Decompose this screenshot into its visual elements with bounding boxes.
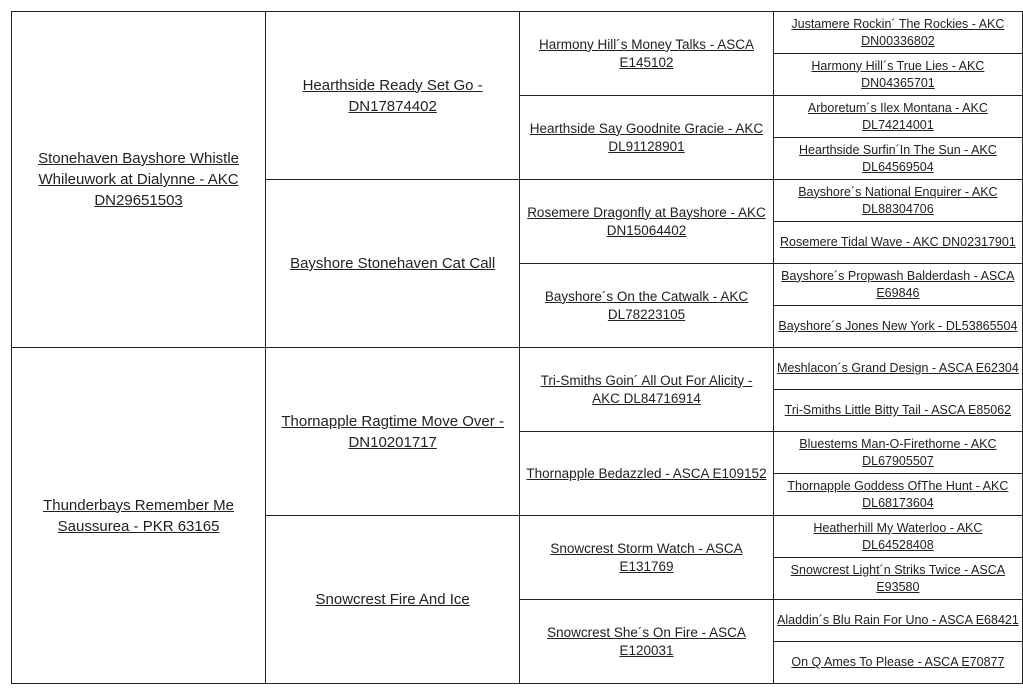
- sire-link[interactable]: Stonehaven Bayshore Whistle Whileuwork at Dialynne - AKC DN29651503: [38, 150, 240, 209]
- pedigree-table: [11, 11, 1023, 684]
- gen3-cell: [520, 600, 774, 684]
- dam-cell: [12, 348, 266, 684]
- sire-sire-link[interactable]: Hearthside Ready Set Go - DN17874402: [302, 76, 483, 115]
- gen4-cell: [773, 54, 1022, 96]
- gen3-cell: [520, 96, 774, 180]
- gen4-cell: [773, 558, 1022, 600]
- gen3-cell: [520, 12, 774, 96]
- gen4-link[interactable]: Aladdin´s Blu Rain For Uno - ASCA E68421: [777, 613, 1019, 627]
- gen4-link[interactable]: On Q Ames To Please - ASCA E70877: [791, 655, 1005, 669]
- gen3-link[interactable]: Bayshore´s On the Catwalk - AKC DL78223105: [544, 288, 749, 322]
- gen4-link[interactable]: Bayshore´s National Enquirer - AKC DL88304706: [798, 184, 998, 216]
- gen4-cell: [773, 348, 1022, 390]
- gen4-cell: [773, 390, 1022, 432]
- gen3-cell: [520, 348, 774, 432]
- gen4-link[interactable]: Bayshore´s Jones New York - DL53865504: [778, 319, 1018, 333]
- gen3-link[interactable]: Tri-Smiths Goin´ All Out For Alicity - AKC DL84716914: [540, 372, 753, 406]
- gen4-link[interactable]: Hearthside Surfin´In The Sun - AKC DL64569504: [799, 142, 997, 174]
- gen4-cell: [773, 432, 1022, 474]
- gen4-cell: [773, 264, 1022, 306]
- gen3-cell: [520, 432, 774, 516]
- gen4-link[interactable]: Meshlacon´s Grand Design - ASCA E62304: [777, 361, 1019, 375]
- gen3-link[interactable]: Rosemere Dragonfly at Bayshore - AKC DN15064402: [527, 204, 766, 238]
- dam-dam-link[interactable]: Snowcrest Fire And Ice: [315, 591, 470, 608]
- sire-cell: [12, 12, 266, 348]
- sire-sire-cell: [266, 12, 520, 180]
- gen4-cell: [773, 600, 1022, 642]
- dam-link[interactable]: Thunderbays Remember Me Saussurea - PKR 63165: [43, 496, 234, 535]
- gen4-cell: [773, 96, 1022, 138]
- gen4-link[interactable]: Rosemere Tidal Wave - AKC DN02317901: [780, 235, 1016, 249]
- gen4-link[interactable]: Justamere Rockin´ The Rockies - AKC DN00336802: [791, 16, 1005, 48]
- gen3-link[interactable]: Harmony Hill´s Money Talks - ASCA E145102: [538, 36, 755, 70]
- gen4-link[interactable]: Thornapple Goddess OfThe Hunt - AKC DL68173604: [787, 478, 1009, 510]
- dam-sire-cell: [266, 348, 520, 516]
- gen4-link[interactable]: Harmony Hill´s True Lies - AKC DN04365701: [811, 58, 985, 90]
- sire-dam-cell: [266, 180, 520, 348]
- gen4-link[interactable]: Tri-Smiths Little Bitty Tail - ASCA E85062: [784, 403, 1012, 417]
- gen3-cell: [520, 264, 774, 348]
- gen3-cell: [520, 516, 774, 600]
- gen4-cell: [773, 642, 1022, 684]
- gen4-cell: [773, 306, 1022, 348]
- gen3-cell: [520, 180, 774, 264]
- gen4-cell: [773, 222, 1022, 264]
- gen4-link[interactable]: Bayshore´s Propwash Balderdash - ASCA E69846: [781, 268, 1015, 300]
- gen3-link[interactable]: Hearthside Say Goodnite Gracie - AKC DL91128901: [529, 120, 764, 154]
- gen4-cell: [773, 138, 1022, 180]
- gen3-link[interactable]: Snowcrest Storm Watch - ASCA E131769: [550, 540, 743, 574]
- gen4-cell: [773, 12, 1022, 54]
- dam-sire-link[interactable]: Thornapple Ragtime Move Over - DN10201717: [281, 412, 504, 451]
- gen4-cell: [773, 180, 1022, 222]
- gen4-link[interactable]: Arboretum´s Ilex Montana - AKC DL74214001: [807, 100, 988, 132]
- gen4-link[interactable]: Bluestems Man-O-Firethorne - AKC DL67905507: [799, 436, 997, 468]
- gen4-cell: [773, 516, 1022, 558]
- gen3-link[interactable]: Thornapple Bedazzled - ASCA E109152: [526, 465, 767, 481]
- gen4-link[interactable]: Snowcrest Light´n Striks Twice - ASCA E93580: [790, 562, 1006, 594]
- gen3-link[interactable]: Snowcrest She´s On Fire - ASCA E120031: [547, 624, 746, 658]
- gen4-cell: [773, 474, 1022, 516]
- dam-dam-cell: [266, 516, 520, 684]
- gen4-link[interactable]: Heatherhill My Waterloo - AKC DL64528408: [813, 520, 983, 552]
- sire-dam-link[interactable]: Bayshore Stonehaven Cat Call: [290, 255, 496, 272]
